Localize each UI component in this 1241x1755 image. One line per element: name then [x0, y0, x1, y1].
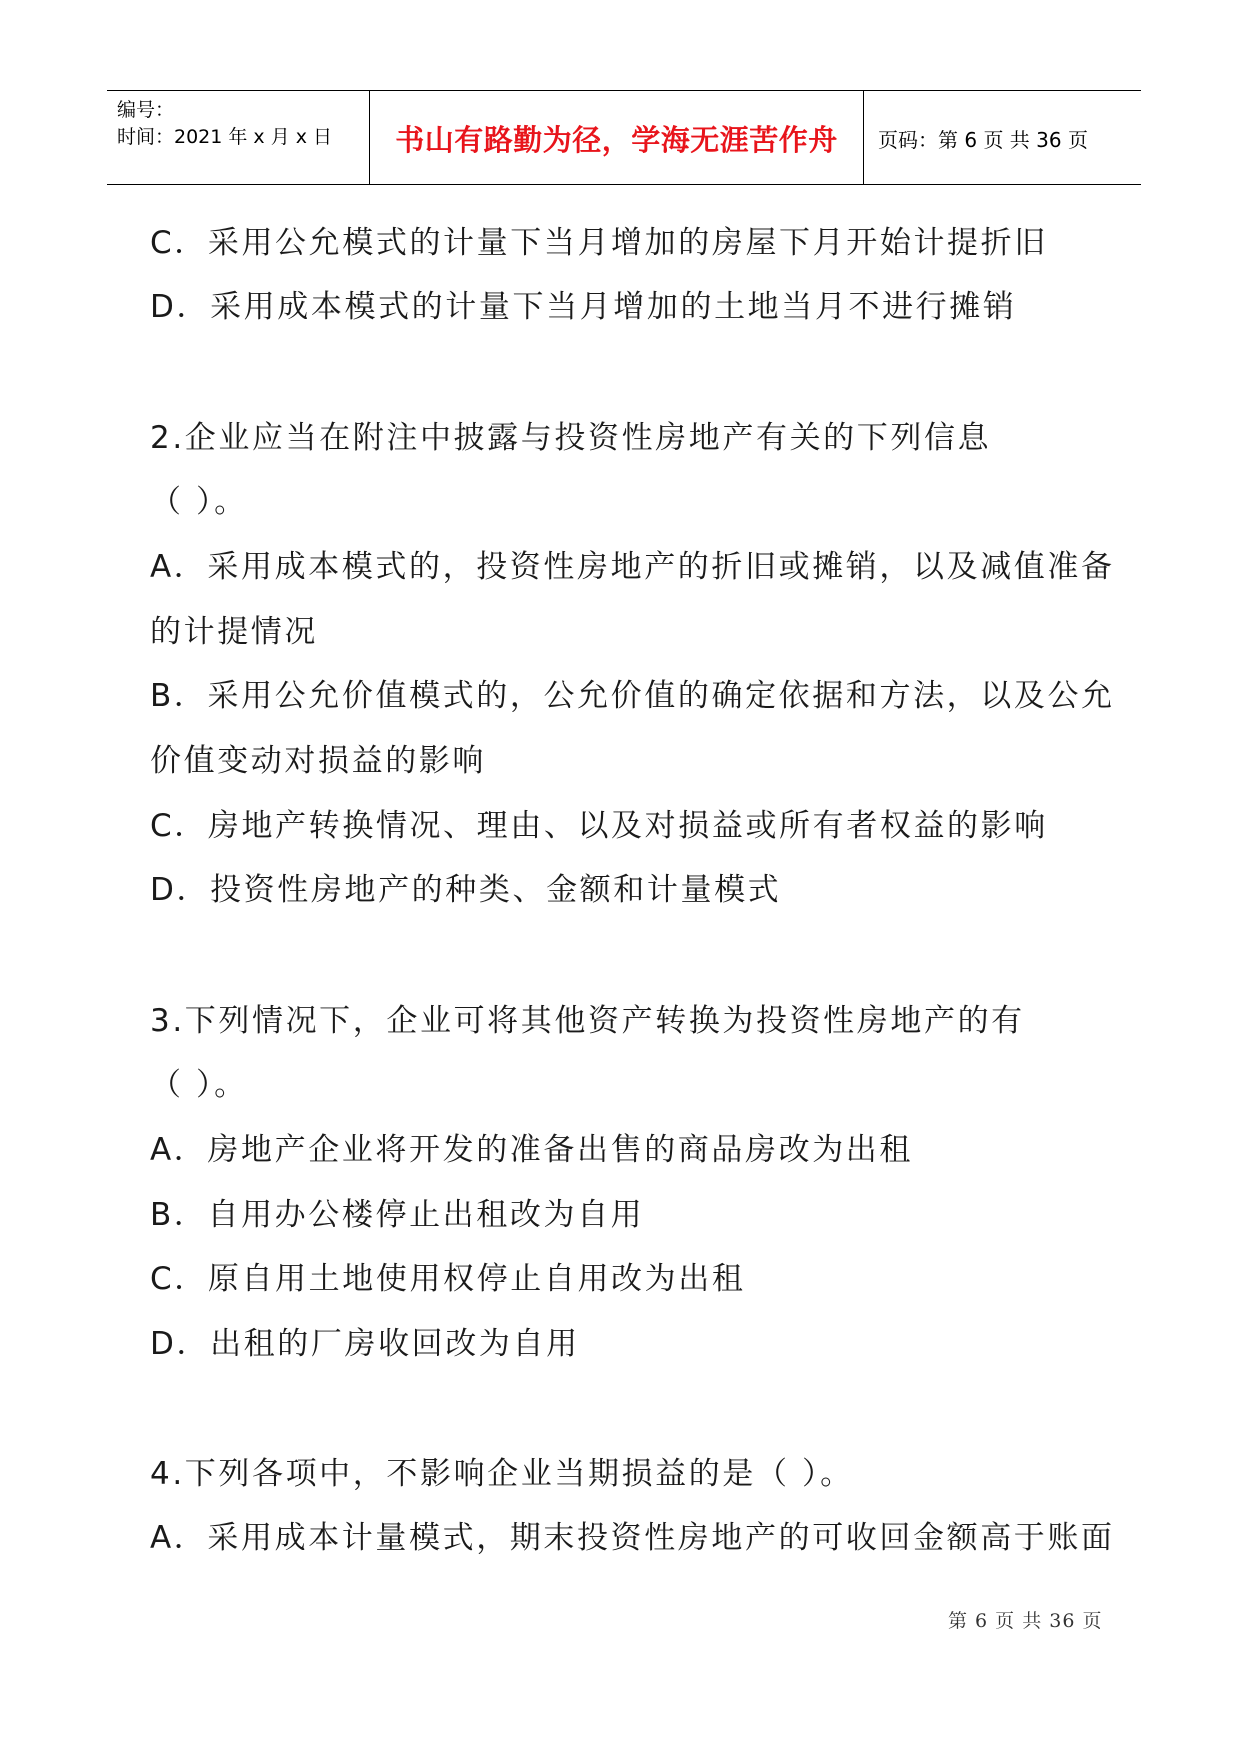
option-b-q3: B．自用办公楼停止出租改为自用 — [150, 1197, 645, 1233]
motto-text: 书山有路勤为径，学海无涯苦作舟 — [395, 123, 838, 157]
question-3-blank: （ ）。 — [150, 1067, 248, 1103]
option-d-q2: D．投资性房地产的种类、金额和计量模式 — [150, 872, 782, 908]
document-header — [107, 90, 1141, 185]
question-4: 4.下列各项中，不影响企业当期损益的是（ ）。 — [150, 1456, 854, 1492]
option-b-q2-cont: 价值变动对损益的影响 — [150, 743, 486, 779]
question-2-blank: （ ）。 — [150, 484, 248, 520]
date-label: 时间：2021 年 x 月 x 日 — [117, 126, 333, 148]
option-a-q2: A．采用成本模式的，投资性房地产的折旧或摊销，以及减值准备 — [150, 549, 1115, 585]
question-2: 2.企业应当在附注中披露与投资性房地产有关的下列信息 — [150, 420, 992, 456]
footer-page-number: 第 6 页 共 36 页 — [948, 1610, 1103, 1632]
header-page-cell — [864, 91, 1141, 184]
question-3: 3.下列情况下，企业可将其他资产转换为投资性房地产的有 — [150, 1003, 1025, 1039]
option-c-q2: C．房地产转换情况、理由、以及对损益或所有者权益的影响 — [150, 808, 1048, 844]
option-a-q3: A．房地产企业将开发的准备出售的商品房改为出租 — [150, 1132, 914, 1168]
option-d-q3: D．出租的厂房收回改为自用 — [150, 1326, 580, 1362]
header-page-number: 页码：第 6 页 共 36 页 — [878, 128, 1088, 152]
option-b-q2: B．采用公允价值模式的，公允价值的确定依据和方法，以及公允 — [150, 678, 1115, 714]
option-a-q2-cont: 的计提情况 — [150, 614, 318, 650]
header-meta-cell — [107, 91, 369, 184]
option-d-q1: D．采用成本模式的计量下当月增加的土地当月不进行摊销 — [150, 289, 1017, 325]
option-a-q4: A．采用成本计量模式，期末投资性房地产的可收回金额高于账面 — [150, 1520, 1115, 1556]
serial-number-label: 编号： — [117, 99, 175, 121]
option-c-q1: C．采用公允模式的计量下当月增加的房屋下月开始计提折旧 — [150, 225, 1048, 261]
option-c-q3: C．原自用土地使用权停止自用改为出租 — [150, 1261, 746, 1297]
header-motto-cell — [369, 91, 864, 184]
